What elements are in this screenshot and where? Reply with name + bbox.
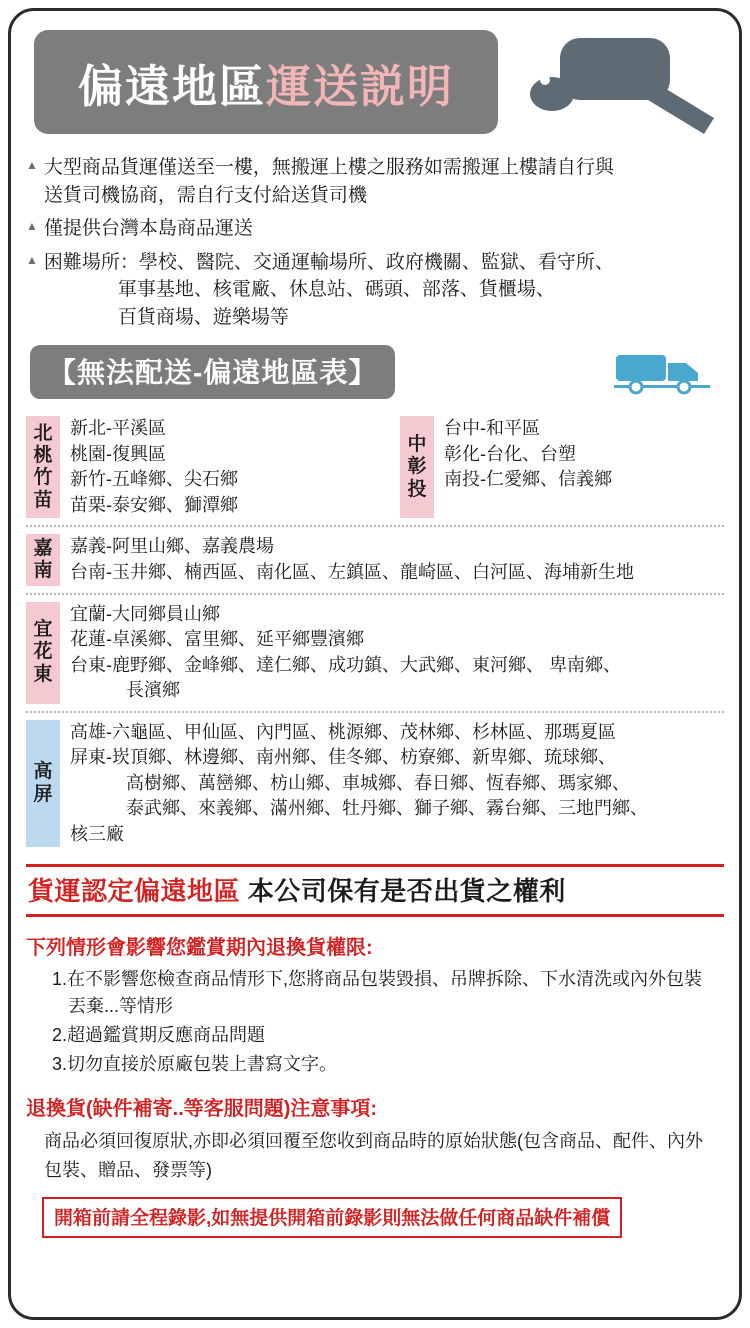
region-lines-right [444,416,724,518]
recording-warning: 開箱前請全程錄影,如無提供開箱前錄影則無法做任何商品缺件補償 [42,1197,622,1238]
region-content [70,416,724,518]
region-tag: 中彰投 [400,416,434,518]
region-line: 核三廠 [70,823,124,844]
region-line: 苗栗-泰安鄉、獅潭鄉 [70,494,238,515]
small-truck-icon [614,349,710,395]
section-title-row [26,345,724,403]
policy-heading-1: 下列情形會影響您鑑賞期內退換貨權限: [26,937,373,960]
policy-item [26,966,724,1020]
disclaimer-part2: 本公司保有是否出貨之權利 [247,876,566,907]
region-content [70,720,724,848]
page-title-main: 偏遠地區 [77,60,266,112]
table-row [26,713,724,855]
table-row [26,595,724,713]
policy-item-text: 1.在不影響您檢查商品情形下,您將商品包裝毀損、吊牌拆除、下水清洗或內外包裝 [52,969,703,990]
note-body [44,154,724,209]
note-body [44,249,724,332]
policy-paragraph-line: 包裝、贈品、發票等) [44,1160,212,1181]
note-line: 送貨司機協商，需自行支付給送貨司機 [43,184,367,206]
region-line: 台南-玉井鄉、楠西區、南化區、左鎮區、龍崎區、白河區、海埔新生地 [70,562,634,583]
region-line: 新竹-五峰鄉、尖石鄉 [70,469,238,490]
policy-item-cont: 丟棄...等情形 [68,996,174,1017]
region-line: 桃園-復興區 [70,443,166,464]
policy-item-text: 2.超過鑑賞期反應商品問題 [52,1025,266,1046]
region-line: 台東-鹿野鄉、金峰鄉、達仁鄉、成功鎮、大武鄉、東河鄉、 卑南鄉、 [70,654,621,675]
region-line: 高雄-六龜區、甲仙區、內門區、桃源鄉、茂林鄉、杉林區、那瑪夏區 [70,721,616,742]
region-line: 宜蘭-大同鄉員山鄉 [70,603,220,624]
policy-section [26,931,724,1238]
policy-heading-2: 退換貨(缺件補寄..等客服問題)注意事項: [26,1098,378,1121]
notes-list [26,154,724,331]
region-line: 嘉義-阿里山鄉、嘉義農場 [70,536,274,557]
disclaimer-part1: 貨運認定偏遠地區 [28,876,241,907]
policy-item-text: 3.切勿直接於原廠包裝上書寫文字。 [52,1054,338,1075]
region-line: 泰武鄉、來義鄉、滿州鄉、牡丹鄉、獅子鄉、霧台鄉、三地門鄉、 [126,798,648,819]
region-line: 高樹鄉、萬巒鄉、枋山鄉、車城鄉、春日鄉、恆春鄉、瑪家鄉、 [126,772,630,793]
region-lines-left [70,416,400,518]
table-row [26,409,724,527]
policy-paragraph-line: 商品必須回復原狀,亦即必須回覆至您收到商品時的原始狀態(包含商品、配件、內外 [44,1131,703,1152]
region-content [70,534,724,585]
region-tag: 嘉南 [26,534,60,585]
delivery-truck-icon [508,32,718,140]
header-banner [34,30,498,134]
region-line: 長濱鄉 [126,680,180,701]
note-line: 大型商品貨運僅送至一樓，無搬運上樓之服務如需搬運上樓請自行與 [43,157,614,178]
page-title-accent: 運送説明 [266,60,455,112]
header-banner-row [26,24,724,144]
note-item [26,249,724,332]
region-line: 屏東-崁頂鄉、林邊鄉、南州鄉、佳冬鄉、枋寮鄉、新卑鄉、琉球鄉、 [70,747,616,768]
policy-item [26,1051,724,1078]
note-item [26,215,724,243]
region-tag: 宜花東 [26,602,60,704]
section-title: 【無法配送-偏遠地區表】 [30,345,395,399]
table-row [26,527,724,594]
triangle-bullet-icon: ▲ [26,252,38,267]
region-line: 彰化-台化、台塑 [444,443,576,464]
note-line: 軍事基地、核電廠、休息站、碼頭、部落、貨櫃場、 [117,279,555,301]
note-body [44,215,724,243]
region-tag: 北桃竹苗 [26,416,60,518]
note-line: 百貨商場、遊樂場等 [117,306,289,328]
note-line: 困難場所：學校、醫院、交通運輸場所、政府機關、監獄、看守所、 [43,251,614,273]
region-line: 南投-仁愛鄉、信義鄉 [444,469,612,490]
triangle-bullet-icon: ▲ [26,158,38,172]
region-line: 新北-平溪區 [70,418,166,439]
content-area [26,24,724,1238]
note-line: 僅提供台灣本島商品運送 [43,218,253,240]
region-content [70,602,724,704]
policy-paragraph [26,1127,724,1185]
region-right-group [400,416,724,518]
disclaimer-bar [26,864,724,917]
region-line: 花蓮-卓溪鄉、富里鄉、延平鄉豐濱鄉 [70,629,364,650]
region-tag: 高屏 [26,720,60,848]
note-item [26,154,724,209]
policy-item [26,1022,724,1049]
remote-area-table [26,409,724,854]
page-title [78,50,454,115]
triangle-bullet-icon: ▲ [26,219,38,234]
region-line: 台中-和平區 [444,418,540,439]
